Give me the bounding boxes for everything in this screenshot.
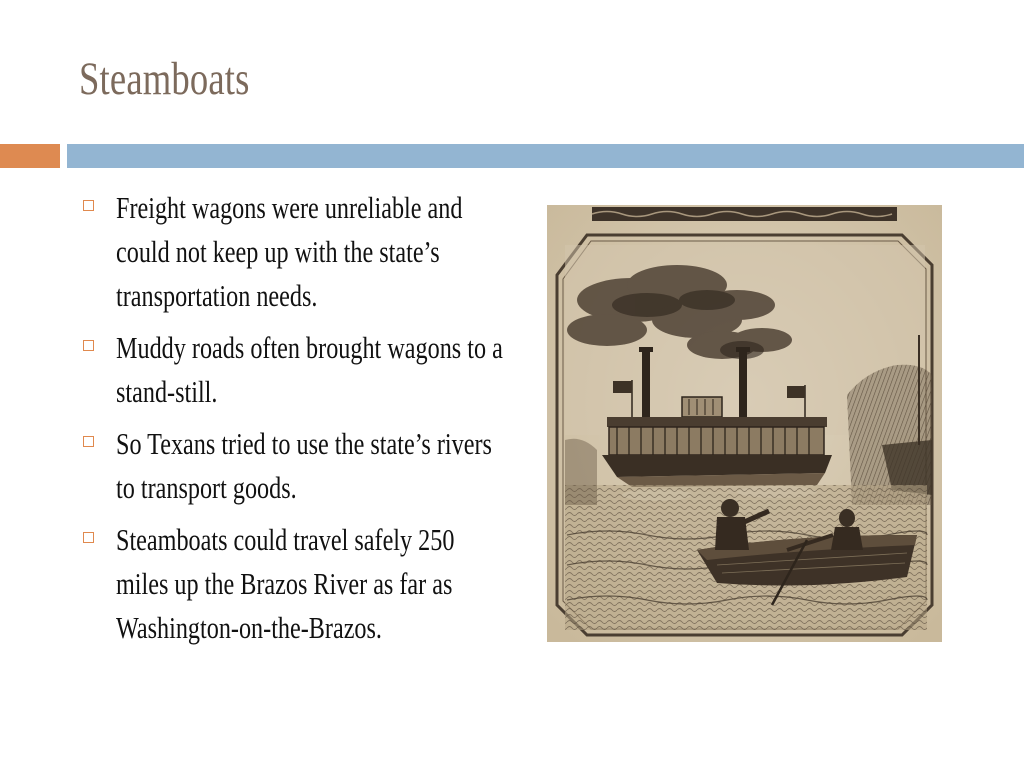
square-bullet-icon: [83, 532, 94, 543]
square-bullet-icon: [83, 436, 94, 447]
bullet-item: [80, 326, 600, 414]
bullet-text: So Texans tried to use the state’s rivers to transport goods.: [116, 426, 492, 505]
accent-bar-orange: [0, 144, 60, 168]
slide-title: Steamboats: [79, 53, 250, 105]
accent-bar-blue: [67, 144, 1024, 168]
bullet-item: [80, 186, 600, 318]
bullet-list: [80, 186, 600, 658]
square-bullet-icon: [83, 340, 94, 351]
steamboat-engraving-svg: [547, 205, 942, 642]
steamboat-engraving-image: [547, 205, 942, 642]
bullet-item: [80, 422, 600, 510]
bullet-text: Steamboats could travel safely 250 miles up the Brazos River as far as Washington-on-the-Brazos.: [116, 522, 455, 645]
bullet-item: [80, 518, 600, 650]
bullet-text: Freight wagons were unreliable and could not keep up with the state’s transportation needs.: [116, 190, 463, 313]
square-bullet-icon: [83, 200, 94, 211]
bullet-text: Muddy roads often brought wagons to a stand-still.: [116, 330, 503, 409]
